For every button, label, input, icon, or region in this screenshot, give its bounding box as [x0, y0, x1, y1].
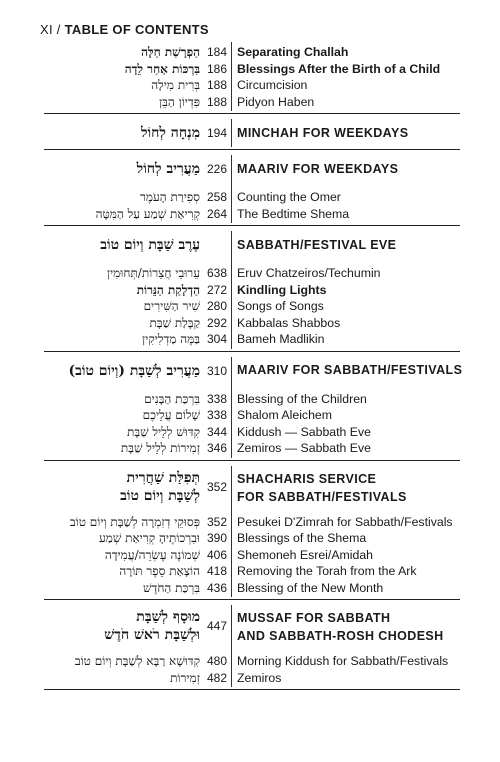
- column-divider: [231, 155, 232, 223]
- entry-page-number: 184: [206, 45, 227, 59]
- toc-entry[interactable]: [0, 331, 500, 347]
- section-page-number: 352: [206, 479, 227, 494]
- entry-page-number: 272: [206, 282, 227, 297]
- section-heading: [0, 355, 500, 387]
- entry-english-title: The Bedtime Shema: [237, 206, 350, 221]
- heading-english-line: SHACHARIS SERVICE: [237, 471, 377, 486]
- entry-page-number: 188: [206, 78, 227, 92]
- entry-hebrew-title: פִּדְיוֹן הַבֵּן: [159, 94, 200, 109]
- entry-page-number: 186: [206, 61, 227, 76]
- heading-english-line: MAARIV FOR SABBATH/FESTIVALS: [237, 363, 463, 377]
- section-heading-hebrew: [120, 469, 200, 505]
- toc-entry[interactable]: [0, 282, 500, 298]
- entry-english-title: Circumcision: [237, 78, 308, 92]
- entry-page-number: 390: [206, 531, 227, 545]
- column-divider: [231, 466, 232, 598]
- heading-english-line: FOR SABBATH/FESTIVALS: [237, 489, 407, 504]
- entry-hebrew-title: הַפְרָשַׁת חַלָּה: [141, 45, 200, 59]
- page-number: XI /: [40, 22, 61, 37]
- entry-page-number: 436: [206, 580, 227, 595]
- entry-english-title: Blessings of the Shema: [237, 531, 367, 545]
- entry-hebrew-title: שָׁלוֹם עֲלֵיכֶם: [142, 408, 200, 422]
- toc-entry[interactable]: [0, 206, 500, 222]
- section-rule: [44, 599, 460, 600]
- section-page-number: 310: [206, 363, 227, 378]
- page-title: TABLE OF CONTENTS: [64, 22, 209, 37]
- entry-english-title: Songs of Songs: [237, 299, 324, 313]
- section-heading-english: [237, 161, 398, 178]
- entry-hebrew-title: קִדּוּשָׁא רַבָּא לְשַׁבָּת וְיוֹם טוֹב: [74, 654, 200, 668]
- section-page-number: 226: [206, 162, 227, 176]
- section-heading-english: [237, 125, 408, 142]
- entry-hebrew-title: בִּרְכַּת הַבָּנִים: [144, 391, 200, 406]
- entry-english-title: Kiddush — Sabbath Eve: [237, 424, 371, 439]
- toc-entry[interactable]: [0, 44, 500, 60]
- toc-entry[interactable]: [0, 315, 500, 331]
- entry-page-number: 344: [206, 424, 227, 439]
- entry-hebrew-title: וּבִרְכוֹתֶיהָ קְרִיאַת שְׁמַע: [98, 531, 200, 545]
- entry-hebrew-title: שִׁיר הַשִּׁירִים: [143, 299, 200, 313]
- toc-entry[interactable]: [0, 407, 500, 423]
- section-heading: [0, 153, 500, 185]
- toc-entry[interactable]: [0, 440, 500, 456]
- toc-entry[interactable]: [0, 189, 500, 205]
- entry-english-title: Separating Challah: [237, 45, 349, 59]
- entry-page-number: 638: [206, 266, 227, 280]
- section-heading: [0, 464, 500, 510]
- entry-english-title: Counting the Omer: [237, 190, 341, 204]
- entry-page-number: 480: [206, 654, 227, 668]
- entry-page-number: 188: [206, 94, 227, 109]
- section-heading-english: [237, 470, 407, 506]
- entry-english-title: Kindling Lights: [237, 282, 327, 297]
- entry-page-number: 280: [206, 299, 227, 313]
- heading-hebrew-line: מוּסָף לְשַׁבָּת: [136, 609, 200, 625]
- section-page-number: 194: [206, 126, 227, 140]
- section-rule: [44, 149, 460, 150]
- entry-hebrew-title: בִּרְכַּת הַחֹדֶשׁ: [143, 580, 200, 595]
- entry-english-title: Shalom Aleichem: [237, 408, 333, 422]
- entry-page-number: 338: [206, 408, 227, 422]
- entry-hebrew-title: קִדּוּשׁ לְלֵיל שַׁבָּת: [127, 424, 200, 439]
- entry-hebrew-title: בִּרְכּוֹת אַחַר לֵדָה: [124, 61, 200, 76]
- entry-hebrew-title: שְׁמוֹנֶה עֶשְׂרֵה/עֲמִידָה: [104, 547, 200, 562]
- entry-english-title: Shemoneh Esrei/Amidah: [237, 547, 374, 562]
- toc-entry[interactable]: [0, 424, 500, 440]
- section-rule: [44, 689, 460, 690]
- section-rule: [44, 460, 460, 461]
- entry-page-number: 406: [206, 547, 227, 562]
- heading-hebrew-line: וּלְשַׁבָּת רֹאשׁ חֹדֶשׁ: [104, 627, 200, 643]
- entry-page-number: 264: [206, 206, 227, 221]
- entry-english-title: Zemiros — Sabbath Eve: [237, 441, 371, 455]
- entry-english-title: Removing the Torah from the Ark: [237, 564, 417, 578]
- entry-hebrew-title: פְּסוּקֵי דְזִמְרָה לְשַׁבָּת וְיוֹם טוֹב: [69, 514, 200, 529]
- entry-page-number: 304: [206, 332, 227, 346]
- heading-english-line: AND SABBATH-ROSH CHODESH: [237, 629, 444, 643]
- entry-page-number: 258: [206, 190, 227, 204]
- section-heading-hebrew: עֶרֶב שַׁבָּת וְיוֹם טוֹב: [100, 237, 200, 253]
- heading-english-line: MINCHAH FOR WEEKDAYS: [237, 125, 409, 140]
- section-rule: [44, 351, 460, 352]
- entry-hebrew-title: עֵרוּבֵי חֲצֵרוֹת/תְּחוּמִין: [106, 266, 200, 280]
- entry-page-number: 292: [206, 315, 227, 330]
- toc-entry[interactable]: [0, 530, 500, 546]
- entry-page-number: 418: [206, 564, 227, 578]
- toc-entry[interactable]: [0, 580, 500, 596]
- column-divider: [231, 119, 232, 147]
- entry-english-title: Bameh Madlikin: [237, 332, 325, 346]
- entry-english-title: Eruv Chatzeiros/Techumin: [237, 266, 381, 280]
- heading-english-line: MUSSAF FOR SABBATH: [237, 611, 391, 625]
- toc-entry[interactable]: [0, 653, 500, 669]
- entry-english-title: Pidyon Haben: [237, 94, 315, 109]
- toc-entry[interactable]: [0, 391, 500, 407]
- section-page-number: 447: [206, 619, 227, 633]
- toc-entry[interactable]: [0, 265, 500, 281]
- heading-hebrew-line: תְּפִלַּת שַׁחֲרִית: [126, 469, 200, 486]
- section-heading-hebrew: [104, 608, 200, 644]
- toc-entry[interactable]: [0, 94, 500, 110]
- entry-hebrew-title: סְפִירַת הָעֹמֶר: [140, 190, 200, 204]
- section-heading-english: [237, 609, 444, 645]
- entry-page-number: 346: [206, 441, 227, 455]
- entry-hebrew-title: הוֹצָאַת סֵפֶר תּוֹרָה: [119, 564, 200, 578]
- entry-hebrew-title: זְמִירוֹת לְלֵיל שַׁבָּת: [120, 441, 200, 455]
- heading-english-line: SABBATH/FESTIVAL EVE: [237, 237, 397, 252]
- heading-english-line: MAARIV FOR WEEKDAYS: [237, 161, 399, 176]
- entry-hebrew-title: קַבָּלַת שַׁבָּת: [149, 315, 200, 330]
- section-heading: [0, 229, 500, 261]
- column-divider: [231, 605, 232, 687]
- section-rule: [44, 113, 460, 114]
- entry-english-title: Pesukei D'Zimrah for Sabbath/Festivals: [237, 514, 453, 529]
- section-heading: [0, 603, 500, 649]
- entry-hebrew-title: בַּמֶּה מַדְלִיקִין: [142, 332, 200, 346]
- section-heading-hebrew: מִנְחָה לְחוֹל: [140, 125, 200, 141]
- entry-english-title: Blessings After the Birth of a Child: [237, 61, 441, 76]
- entry-hebrew-title: בְּרִית מִילָה: [151, 78, 200, 92]
- entry-english-title: Blessing of the Children: [237, 391, 367, 406]
- toc-entry[interactable]: [0, 670, 500, 686]
- entry-english-title: Blessing of the New Month: [237, 580, 384, 595]
- running-head: [40, 22, 209, 37]
- toc-entry[interactable]: [0, 547, 500, 563]
- column-divider: [231, 357, 232, 458]
- entry-page-number: 352: [206, 514, 227, 529]
- toc-entry[interactable]: [0, 298, 500, 314]
- entry-english-title: Kabbalas Shabbos: [237, 315, 341, 330]
- section-heading-hebrew: מַעֲרִיב לְחוֹל: [136, 161, 200, 177]
- heading-hebrew-line: לְשַׁבָּת וְיוֹם טוֹב: [120, 487, 200, 504]
- entry-hebrew-title: הַדְלָקַת הַנֵּרוֹת: [136, 282, 200, 297]
- entry-hebrew-title: קְרִיאַת שְׁמַע עַל הַמִּטָּה: [95, 206, 200, 221]
- entry-page-number: 338: [206, 391, 227, 406]
- toc-entry[interactable]: [0, 77, 500, 93]
- entry-hebrew-title: זְמִירוֹת: [170, 670, 200, 685]
- entry-english-title: Zemiros: [237, 670, 282, 685]
- section-heading-hebrew: מַעֲרִיב לְשַׁבָּת (וְיוֹם טוֹב): [68, 362, 200, 379]
- section-heading-english: [237, 237, 396, 254]
- toc-entry[interactable]: [0, 61, 500, 77]
- toc-entry[interactable]: [0, 563, 500, 579]
- column-divider: [231, 42, 232, 111]
- section-heading-english: [237, 362, 462, 379]
- section-heading: [0, 117, 500, 149]
- entry-page-number: 482: [206, 670, 227, 685]
- entry-english-title: Morning Kiddush for Sabbath/Festivals: [237, 654, 449, 668]
- toc-entry[interactable]: [0, 514, 500, 530]
- column-divider: [231, 231, 232, 349]
- section-rule: [44, 225, 460, 226]
